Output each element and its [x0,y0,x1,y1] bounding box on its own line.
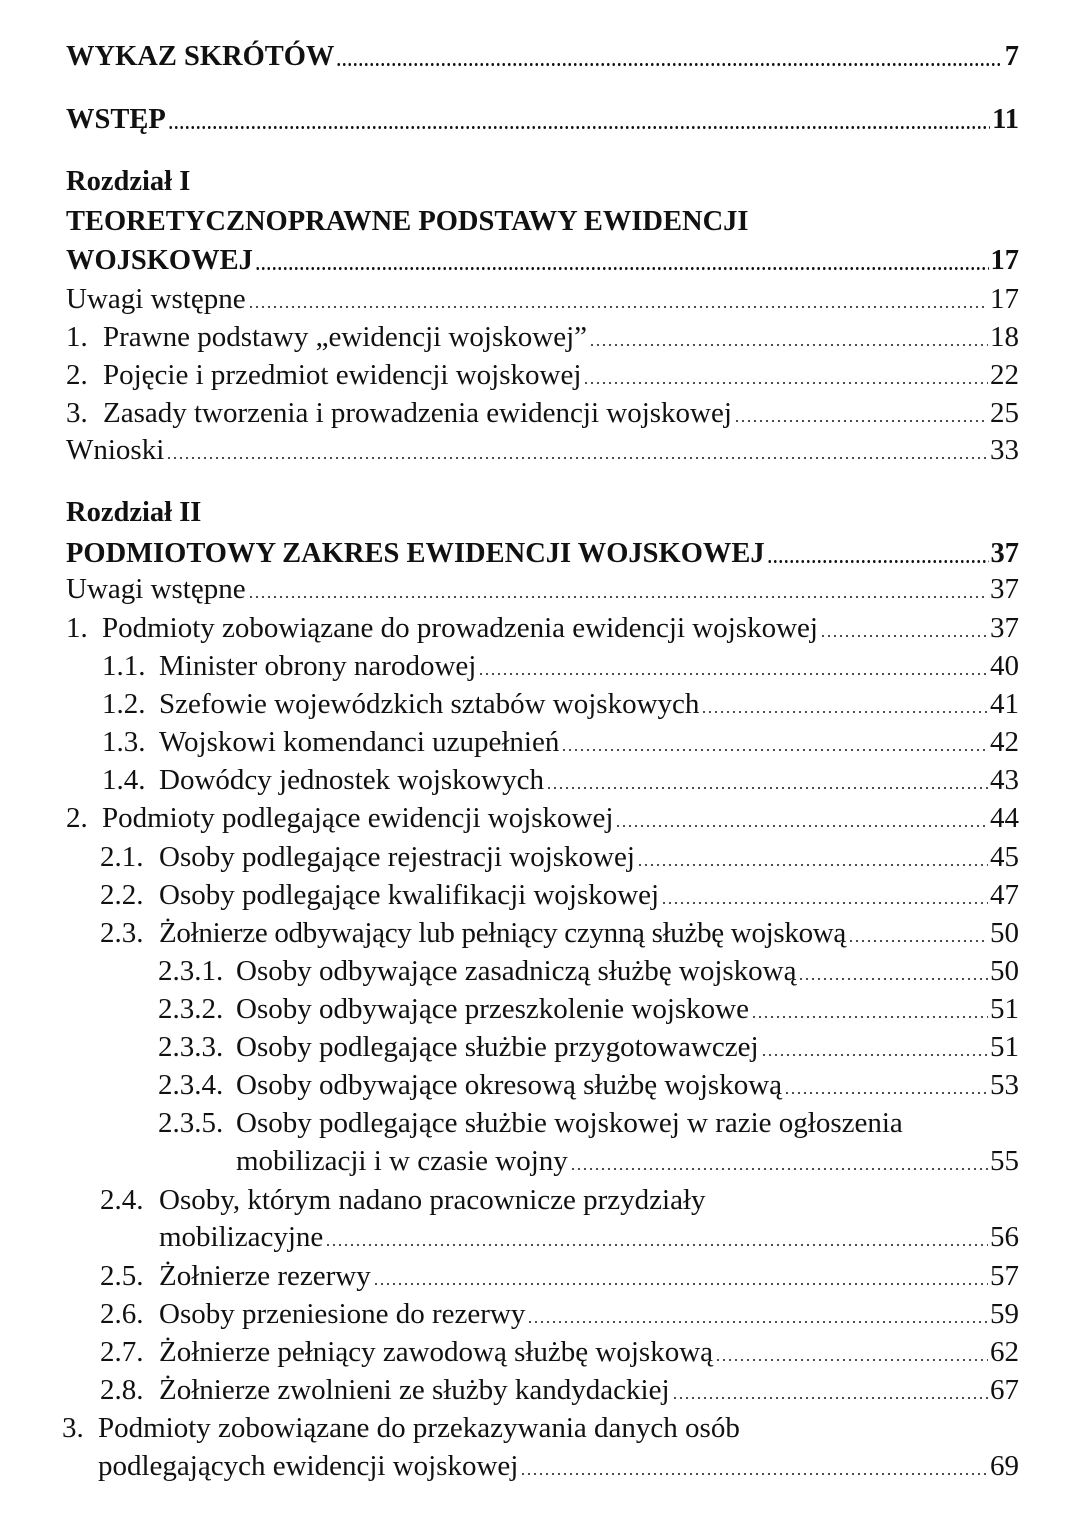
toc-page-number: 57 [990,1260,1019,1292]
toc-subentry [0,872,1019,910]
toc-entry-title: Osoby przeniesione do rezerwy [159,1298,526,1330]
dot-leader [672,1397,988,1399]
dot-leader [615,825,988,827]
toc-entry-title: Pojęcie i przedmiot ewidencji wojskowej [103,359,582,391]
toc-subsubentry-continuation [0,1138,1019,1176]
toc-subsubentry [0,1062,1019,1100]
toc-page-number: 51 [990,993,1019,1025]
dot-leader [561,749,988,751]
dot-leader [255,267,989,270]
toc-page-number: 40 [990,650,1019,682]
toc-entry [0,276,1019,314]
toc-entry-title: Osoby podlegające kwalifikacji wojskowej [159,879,660,911]
dot-leader [848,940,988,942]
section-number: 2.5. [100,1260,144,1292]
section-number: 2.6. [100,1298,144,1330]
section-number: 2.7. [100,1336,144,1368]
toc-page-number: 50 [990,917,1019,949]
section-number: 1. [66,612,88,644]
toc-entry-title: Osoby podlegające służbie przygotowawczej [236,1031,759,1063]
toc-entry-title: Żołnierze zwolnieni ze służby kandydackiej [159,1374,670,1406]
toc-page-number: 43 [990,764,1019,796]
toc-entry-title: Podmioty zobowiązane do przekazywania danych osób [98,1412,740,1444]
section-number: 1.3. [102,726,146,758]
toc-entry [0,605,1019,643]
toc-entry-title: Prawne podstawy „ewidencji wojskowej” [103,321,588,353]
dot-leader [784,1092,988,1094]
toc-page-number: 37 [990,573,1019,605]
toc-subsubentry [0,986,1019,1024]
toc-subentry [0,1367,1019,1405]
section-number: 2.1. [100,841,144,873]
toc-page-number: 17 [990,283,1019,315]
dot-leader [661,902,988,904]
chapter-heading [0,159,1019,197]
toc-entry-title: Osoby podlegające służbie wojskowej w razie ogłoszenia [236,1107,903,1139]
toc-subentry-continuation [0,1214,1019,1252]
toc-page-number: 55 [990,1145,1019,1177]
chapter-title [0,238,1019,276]
toc-subsubentry [0,1024,1019,1062]
toc-subentry [0,1291,1019,1329]
toc-entry-title: Zasady tworzenia i prowadzenia ewidencji wojskowej [103,397,732,429]
toc-entry-title: Minister obrony narodowej [159,650,477,682]
toc-entry [0,314,1019,352]
dot-leader [336,63,1002,66]
toc-page-number: 56 [990,1221,1019,1253]
toc-entry-title: Podmioty podlegające ewidencji wojskowej [102,802,614,834]
toc-page-number: 37 [990,612,1019,644]
toc-entry-title: Podmioty zobowiązane do prowadzenia ewidencji wojskowej [102,612,818,644]
section-number: 1.1. [102,650,146,682]
chapter-title [0,199,1019,237]
toc-page-number: 53 [990,1069,1019,1101]
toc-page-number: 42 [990,726,1019,758]
toc-subentry [0,1253,1019,1291]
toc-entry-title: Osoby podlegające rejestracji wojskowej [159,841,635,873]
toc-entry-title: Szefowie wojewódzkich sztabów wojskowych [159,688,700,720]
dot-leader [701,711,988,713]
toc-entry [0,352,1019,390]
dot-leader [373,1283,988,1285]
section-number: 2.4. [100,1184,144,1216]
section-number: 1. [66,321,88,353]
section-number: 2.3.1. [158,955,224,987]
toc-page-number: 33 [990,434,1019,466]
toc-page-number: 37 [990,538,1019,569]
toc-entry-title: WSTĘP [66,104,166,135]
toc-entry-title: Żołnierze odbywający lub pełniący czynną służbę wojskową [159,917,847,949]
section-number: 1.2. [102,688,146,720]
chapter-title-line: WOJSKOWEJ [66,245,253,276]
toc-page-number: 44 [990,802,1019,834]
toc-entry-title: Osoby odbywające okresową służbę wojskową [236,1069,783,1101]
toc-subentry [0,681,1019,719]
toc-subsubentry [0,948,1019,986]
toc-page-number: 41 [990,688,1019,720]
dot-leader [637,864,988,866]
section-number: 2.3.3. [158,1031,224,1063]
toc-page-number: 62 [990,1336,1019,1368]
toc-entry-title: Żołnierze rezerwy [159,1260,371,1292]
section-number: 2.3. [100,917,144,949]
toc-entry-title: mobilizacji i w czasie wojny [236,1145,568,1177]
toc-entry-title: Dowódcy jednostek wojskowych [159,764,545,796]
section-number: 3. [62,1412,84,1444]
toc-entry [0,427,1019,465]
dot-leader [767,560,989,563]
dot-leader [166,457,988,459]
toc-page-number: 17 [990,245,1019,276]
toc-entry [0,390,1019,428]
toc-page-number: 50 [990,955,1019,987]
dot-leader [583,382,988,384]
chapter-number: Rozdział II [66,497,202,528]
chapter-number: Rozdział I [66,166,191,197]
toc-page-number: 51 [990,1031,1019,1063]
dot-leader [248,306,988,308]
toc-subentry [0,1329,1019,1367]
toc-entry-front-matter [0,34,1019,72]
section-number: 2.3.4. [158,1069,224,1101]
dot-leader [478,673,988,675]
toc-page-number: 11 [992,104,1019,135]
toc-page-number: 18 [990,321,1019,353]
toc-subentry [0,757,1019,795]
section-number: 2.3.5. [158,1107,224,1139]
toc-subentry [0,910,1019,948]
dot-leader [715,1359,988,1361]
chapter-title-line: TEORETYCZNOPRAWNE PODSTAWY EWIDENCJI [66,206,749,237]
dot-leader [168,126,990,129]
toc-entry-title: Osoby, którym nadano pracownicze przydziały [159,1184,706,1216]
section-number: 2.8. [100,1374,144,1406]
toc-page-number: 22 [990,359,1019,391]
toc-entry-continuation [0,1443,1019,1481]
toc-entry-title: mobilizacyjne [159,1221,324,1253]
toc-entry-front-matter [0,97,1019,135]
toc-page-number: 25 [990,397,1019,429]
section-number: 1.4. [102,764,146,796]
dot-leader [751,1016,988,1018]
toc-entry-title: Wnioski [66,434,165,466]
toc-page-number: 69 [990,1450,1019,1482]
chapter-title-line: PODMIOTOWY ZAKRES EWIDENCJI WOJSKOWEJ [66,538,765,569]
toc-subentry [0,834,1019,872]
toc-entry [0,795,1019,833]
toc-page-number: 47 [990,879,1019,911]
dot-leader [734,420,988,422]
toc-entry-title: Osoby odbywające zasadniczą służbę wojskową [236,955,797,987]
toc-entry [0,1405,1019,1443]
toc-subentry [0,719,1019,757]
toc-entry-title: Osoby odbywające przeszkolenie wojskowe [236,993,749,1025]
toc-entry-title: podlegających ewidencji wojskowej [98,1450,519,1482]
dot-leader [520,1473,988,1475]
toc-page-number: 59 [990,1298,1019,1330]
dot-leader [761,1054,988,1056]
toc-entry [0,566,1019,604]
toc-entry-title: WYKAZ SKRÓTÓW [66,41,335,72]
dot-leader [527,1321,988,1323]
toc-page-number: 7 [1004,41,1019,72]
toc-entry-title: Wojskowi komendanci uzupełnień [159,726,560,758]
section-number: 2.2. [100,879,144,911]
toc-entry-title: Uwagi wstępne [66,283,246,315]
toc-entry-title: Żołnierze pełniący zawodową służbę wojskową [159,1336,714,1368]
dot-leader [820,635,988,637]
section-number: 3. [66,397,88,429]
toc-page-number: 67 [990,1374,1019,1406]
chapter-title [0,531,1019,569]
dot-leader [589,344,988,346]
dot-leader [325,1244,988,1246]
section-number: 2. [66,802,88,834]
dot-leader [248,596,988,598]
dot-leader [546,787,988,789]
toc-page-number: 45 [990,841,1019,873]
toc-subentry [0,1177,1019,1215]
dot-leader [798,978,988,980]
chapter-heading [0,490,1019,528]
dot-leader [570,1168,988,1170]
section-number: 2. [66,359,88,391]
toc-subsubentry [0,1100,1019,1138]
toc-entry-title: Uwagi wstępne [66,573,246,605]
toc-subentry [0,643,1019,681]
section-number: 2.3.2. [158,993,224,1025]
